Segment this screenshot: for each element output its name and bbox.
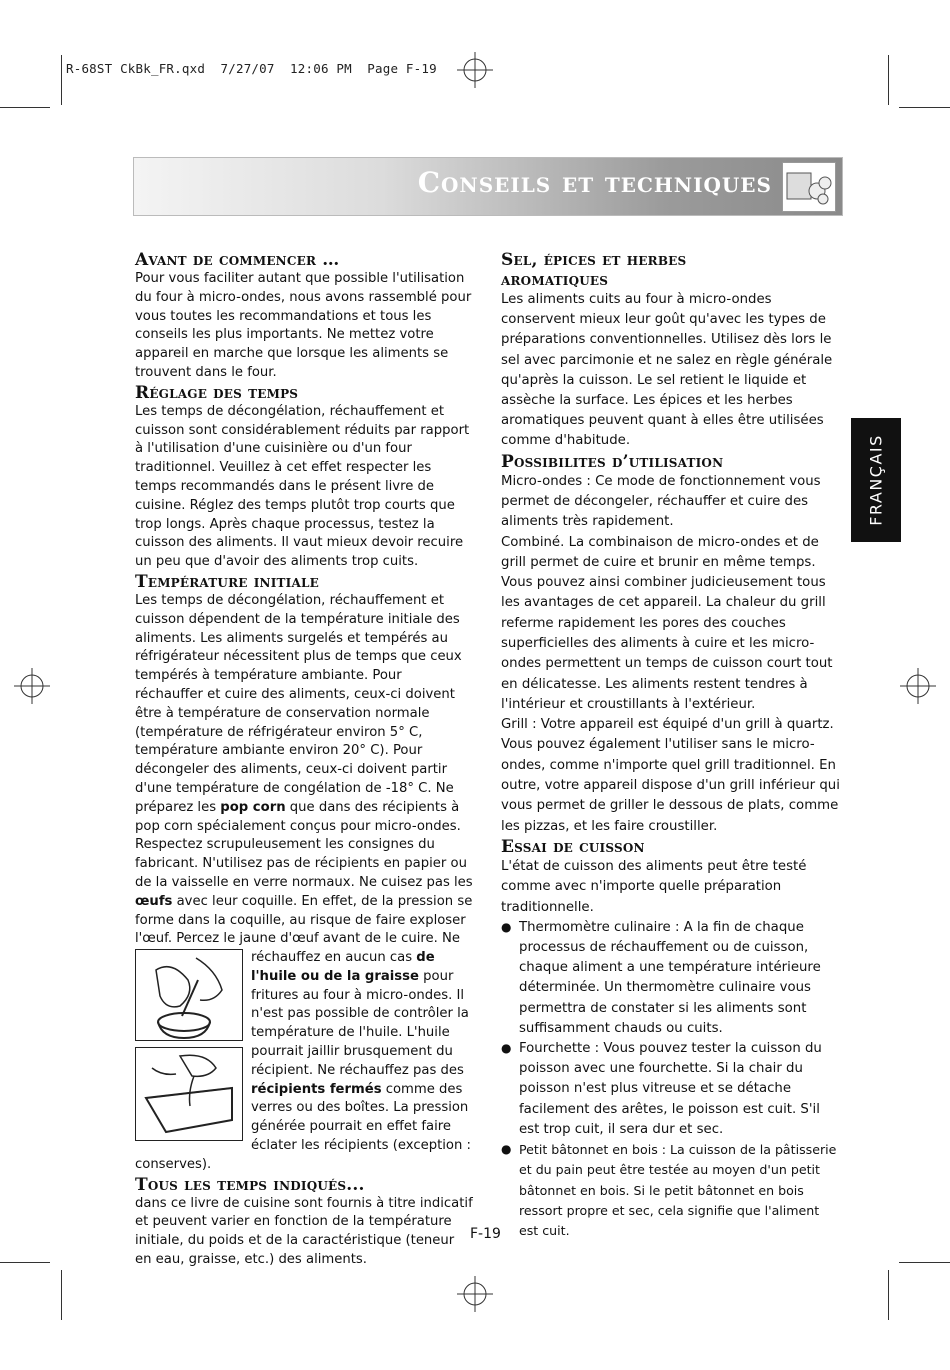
egg-piercing-illustration	[135, 949, 243, 1041]
registration-mark-icon	[900, 668, 936, 704]
crop-mark	[0, 107, 50, 108]
heading-temps-indiques: Tous les temps indiqués...	[135, 1174, 365, 1195]
crop-mark	[888, 1270, 889, 1320]
list-item: ● Petit bâtonnet en bois : La cuisson de la pâtisserie et du pain peut être testée au moyen d'un petit bâtonnet en bois. Si le petit bâtonnet en bois ressort propre et sec, cela signifie que l'aliment est cuit.	[501, 1140, 841, 1241]
paragraph-temps-indiques: dans ce livre de cuisine sont fournis à titre indicatif et peuvent varier en fonction de la température initiale, du poids et de la caractéristique (teneur en eau, graisse, etc.) des aliments.	[135, 1195, 473, 1268]
illustration-column	[135, 949, 243, 1147]
crop-mark	[61, 55, 62, 105]
oil-pan-illustration	[135, 1047, 243, 1141]
list-item: ● Thermomètre culinaire : A la fin de chaque processus de réchauffement ou de cuisson, chaque aliment a une température intérieure déterminée. Un thermomètre culinaire vous permettra de constater si les aliments sont suffisamment chauds ou cuits.	[501, 918, 841, 1039]
crop-mark	[899, 107, 950, 108]
food-illustration	[782, 162, 836, 212]
bullet-list	[501, 918, 841, 1242]
language-label: FRANÇAIS	[866, 434, 886, 526]
crop-mark	[61, 1270, 62, 1320]
list-item: ● Fourchette : Vous pouvez tester la cuisson du poisson avec une fourchette. Si la chair du poisson n'est plus vitreuse et se détache facilement des arêtes, le poisson est cuit. S'il est trop cuit, il sera dur et sec.	[501, 1039, 841, 1140]
paragraph-sel: Les aliments cuits au four à micro-ondes conservent mieux leur goût qu'avec les types de préparations conventionnelles. Utilisez dès lors le sel avec parcimonie et ne salez en règle générale qu'après la cuisson. Le sel retient le liquide et assèche la surface. Les épices et les herbes aromatiques peuvent quant à elles être utilisées comme d'habitude.	[501, 292, 833, 449]
heading-avant: Avant de commencer …	[135, 250, 340, 270]
heading-temperature: Température initiale	[135, 571, 319, 592]
registration-mark-icon	[457, 52, 493, 88]
heading-possibilites: Possibilites d’utilisation	[501, 451, 724, 472]
paragraph-combine: Combiné. La combinaison de micro-ondes et de grill permet de cuire et brunir en même temps. Vous pouvez ainsi combiner judicieusement tous les avantages de cet appareil. La chaleur du grill referme rapidement les pores des couches superficielles des aliments à cuire et les micro-ondes permettent un temps de cuisson court tout en délicatesse. Les aliments restent tendres à l'intérieur et croustillants à l'extérieur.	[501, 534, 833, 712]
crop-mark	[899, 1262, 950, 1263]
crop-mark	[0, 1262, 50, 1263]
heading-essai: Essai de cuisson	[501, 836, 645, 857]
heading-reglage: Réglage des temps	[135, 382, 299, 403]
paragraph-reglage: Les temps de décongélation, réchauffement et cuisson sont considérablement réduits par rapport à l'utilisation d'une cuisinière ou d'un four traditionnel. Veuillez à cet effet respecter les temps recommandés dans le présent livre de cuisine. Réglez des temps plutôt trop courts que trop longs. Après chaque processus, testez la cuisson des aliments. Il vaut mieux devoir recuire un peu que d'avoir des aliments trop cuits.	[135, 403, 470, 570]
heading-sel: Sel, épices et herbes aromatiques	[501, 250, 687, 290]
left-column	[135, 250, 473, 1270]
page-number: F-19	[470, 1226, 501, 1242]
registration-mark-icon	[14, 668, 50, 704]
crop-mark	[888, 55, 889, 105]
paragraph-temperature: Les temps de décongélation, réchauffement et cuisson dépendent de la température initiale des aliments. Les aliments surgelés et tempérés au réfrigérateur nécessitent plus de temps que ceux tempérés à température ambiante. Pour réchauffer et cuire des aliments, ceux-ci doivent être à température de conservation normale (température de réfrigérateur environ 5° C, température ambiante environ 20° C). Pour décongeler des aliments, ceux-ci doivent partir d'une température de congélation de -18° C. Ne préparez les pop corn que dans des récipients à pop corn spécialement conçus pour micro-ondes. Respectez scrupuleusement les consignes du fabricant. N'utilisez pas de récipients en papier ou de la vaisselle en verre normaux. Ne cuisez pas les œufs avec leur coquille. En effet, de la pression se forme dans la coquille, au risque de faire exploser l'œuf. Percez le jaune d'œuf avant de le cuire. Ne réchauffez en aucun cas de l'huile ou de la graisse pour fritures au four à micro-ondes. Il n'est pas possible de contrôler la température de l'huile. L'huile pourrait jaillir brusquement du récipient. Ne réchauffez pas des récipients fermés comme des verres ou des boîtes. La pression générée pourrait en effet faire éclater les récipients (exception : conserves).	[135, 592, 473, 1172]
right-column	[501, 250, 841, 1242]
print-slug: R-68ST CkBk_FR.qxd 7/27/07 12:06 PM Page F-19	[66, 61, 437, 76]
paragraph-micro-ondes: Micro-ondes : Ce mode de fonctionnement vous permet de décongeler, réchauffer et cuire des aliments très rapidement.	[501, 473, 821, 530]
language-tab	[851, 418, 901, 542]
header-banner	[133, 157, 843, 216]
registration-mark-icon	[457, 1276, 493, 1312]
paragraph-grill: Grill : Votre appareil est équipé d'un grill à quartz. Vous pouvez également l'utiliser sans le micro-ondes, comme n'importe quel grill traditionnel. En outre, votre appareil dispose d'un grill inférieur qui vous permet de griller le dessous de plats, comme les pizzas, et les faire croustiller.	[501, 717, 840, 834]
paragraph-essai: L'état de cuisson des aliments peut être testé comme avec n'importe quelle préparation traditionnelle.	[501, 858, 807, 915]
page-title: Conseils et techniques	[417, 166, 772, 199]
paragraph-avant: Pour vous faciliter autant que possible l'utilisation du four à micro-ondes, nous avons rassemblé pour vous toutes les recommandations et tous les conseils les plus importants. Ne mettez votre appareil en marche que lorsque les aliments se trouvent dans le four.	[135, 271, 472, 380]
